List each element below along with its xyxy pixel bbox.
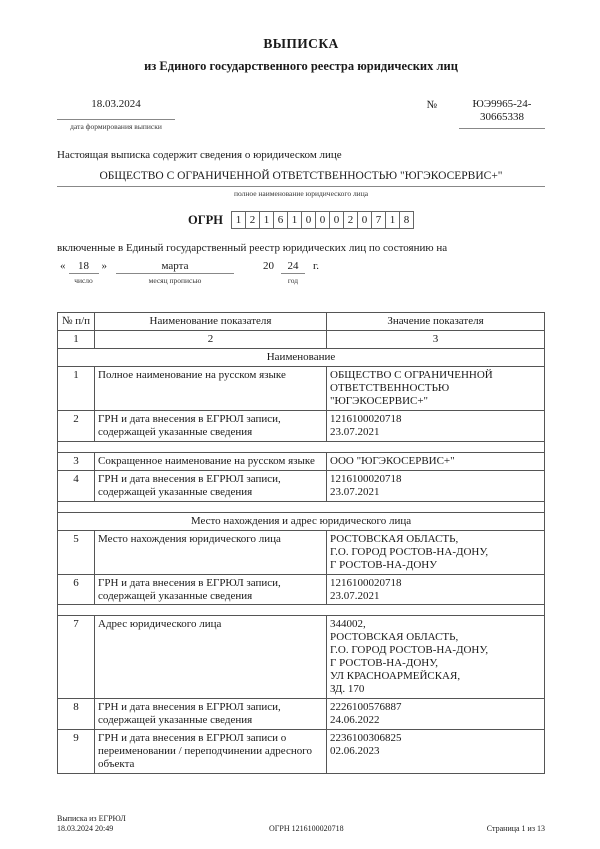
table-row (58, 530, 545, 574)
footer-doc-type: Выписка из ЕГРЮЛ (57, 814, 126, 824)
ogrn-digit: 1 (259, 211, 274, 229)
row-number: 8 (58, 699, 95, 730)
month-field (116, 260, 234, 285)
ogrn-digit: 2 (245, 211, 260, 229)
ogrn-digit: 2 (343, 211, 358, 229)
indicator-value (327, 470, 545, 501)
formation-date-caption: дата формирования выписки (70, 122, 162, 131)
ogrn-digit: 1 (385, 211, 400, 229)
number-sign: № (426, 99, 437, 111)
indicator-value (327, 730, 545, 774)
row-number: 9 (58, 730, 95, 774)
company-name: ОБЩЕСТВО С ОГРАНИЧЕННОЙ ОТВЕТСТВЕННОСТЬЮ "ЮГЭКОСЕРВИС+" (57, 170, 545, 187)
section-row (58, 512, 545, 530)
value-line: УЛ КРАСНОАРМЕЙСКАЯ, (330, 670, 461, 683)
indicator-value (327, 574, 545, 605)
footer-ogrn: ОГРН 1216100020718 (268, 824, 344, 834)
value-line: Г РОСТОВ-НА-ДОНУ (330, 558, 438, 571)
company-name-caption: полное наименование юридического лица (233, 189, 369, 198)
ogrn-digit: 0 (357, 211, 372, 229)
ogrn-digit: 0 (329, 211, 344, 229)
footer-page-number: Страница 1 из 13 (486, 824, 545, 834)
row-number: 7 (58, 616, 95, 699)
ogrn-digit: 7 (371, 211, 386, 229)
value-line: Г РОСТОВ-НА-ДОНУ, (330, 657, 438, 670)
table-row (58, 470, 545, 501)
spacer-cell (58, 605, 545, 616)
indicator-name: ГРН и дата внесения в ЕГРЮЛ записи, содержащей указанные сведения (95, 470, 327, 501)
table-header-row (58, 313, 545, 331)
indicator-name: Сокращенное наименование на русском языке (95, 452, 327, 470)
year-value: 24 (281, 260, 305, 274)
value-line: ОБЩЕСТВО С ОГРАНИЧЕННОЙ (330, 368, 493, 381)
date-in-words-row (57, 260, 545, 285)
meta-row (57, 98, 545, 131)
row-number: 6 (58, 574, 95, 605)
value-line: 2236100306825 (330, 732, 402, 745)
value-line: 1216100020718 (330, 412, 402, 425)
spacer-row (58, 501, 545, 512)
day-value: 18 (69, 260, 99, 274)
document-subtitle: из Единого государственного реестра юридических лиц (144, 59, 458, 73)
ogrn-digit: 1 (287, 211, 302, 229)
section-title: Место нахождения и адрес юридического лица (58, 512, 545, 530)
row-number: 2 (58, 410, 95, 441)
egrul-table-body (58, 348, 545, 773)
value-line: 2226100576887 (330, 701, 402, 714)
indicator-name: Полное наименование на русском языке (95, 366, 327, 410)
column-number: 2 (95, 330, 327, 348)
ogrn-digit: 0 (301, 211, 316, 229)
indicator-name: ГРН и дата внесения в ЕГРЮЛ записи о переименовании / переподчинении адресного объекта (95, 730, 327, 774)
open-quote: « (60, 260, 66, 272)
indicator-name: ГРН и дата внесения в ЕГРЮЛ записи, содержащей указанные сведения (95, 410, 327, 441)
indicator-name: Место нахождения юридического лица (95, 530, 327, 574)
value-line: 23.07.2021 (330, 485, 380, 498)
table-row (58, 410, 545, 441)
formation-date-block (57, 98, 175, 131)
ogrn-digit: 0 (315, 211, 330, 229)
value-line: Г.О. ГОРОД РОСТОВ-НА-ДОНУ, (330, 644, 489, 657)
column-number: 1 (58, 330, 95, 348)
value-line: "ЮГЭКОСЕРВИС+" (330, 394, 429, 407)
egrul-table (57, 312, 545, 774)
extract-number: ЮЭ9965-24-30665338 (459, 98, 545, 129)
value-line: Г.О. ГОРОД РОСТОВ-НА-ДОНУ, (330, 545, 489, 558)
value-line: 344002, (330, 618, 366, 631)
page-footer (57, 814, 545, 834)
footer-datetime: 18.03.2024 20:49 (57, 824, 114, 834)
value-line: 23.07.2021 (330, 425, 380, 438)
value-line: РОСТОВСКАЯ ОБЛАСТЬ, (330, 631, 459, 644)
indicator-value (327, 699, 545, 730)
month-value: марта (116, 260, 234, 274)
extract-number-block (459, 98, 545, 129)
table-row (58, 452, 545, 470)
formation-date: 18.03.2024 (57, 98, 175, 120)
indicator-value (327, 530, 545, 574)
indicator-name: Адрес юридического лица (95, 616, 327, 699)
year-field (281, 260, 305, 285)
indicator-value (327, 410, 545, 441)
included-line: включенные в Единый государственный реестр юридических лиц по состоянию на (57, 242, 448, 254)
indicator-name: ГРН и дата внесения в ЕГРЮЛ записи, содержащей указанные сведения (95, 574, 327, 605)
value-line: ООО "ЮГЭКОСЕРВИС+" (330, 454, 455, 467)
year-caption: год (287, 276, 299, 285)
table-row (58, 616, 545, 699)
value-line: ЗД. 170 (330, 683, 365, 696)
close-quote: » (101, 260, 107, 272)
value-line: 1216100020718 (330, 472, 402, 485)
value-line: РОСТОВСКАЯ ОБЛАСТЬ, (330, 532, 459, 545)
spacer-row (58, 605, 545, 616)
indicator-value (327, 366, 545, 410)
spacer-row (58, 441, 545, 452)
table-row (58, 730, 545, 774)
value-line: 23.07.2021 (330, 589, 380, 602)
ogrn-label: ОГРН (187, 212, 224, 227)
table-row (58, 366, 545, 410)
ogrn-digit: 8 (399, 211, 414, 229)
spacer-cell (58, 441, 545, 452)
extract-number-group (427, 98, 546, 131)
intro-line: Настоящая выписка содержит сведения о юридическом лице (57, 149, 342, 161)
value-line: 24.06.2022 (330, 714, 380, 727)
spacer-cell (58, 501, 545, 512)
row-number: 4 (58, 470, 95, 501)
row-number: 3 (58, 452, 95, 470)
ogrn-digit: 1 (231, 211, 246, 229)
section-title: Наименование (58, 348, 545, 366)
value-line: ОТВЕТСТВЕННОСТЬЮ (330, 381, 450, 394)
indicator-value (327, 452, 545, 470)
indicator-name: ГРН и дата внесения в ЕГРЮЛ записи, содержащей указанные сведения (95, 699, 327, 730)
table-row (58, 574, 545, 605)
ogrn-digit-boxes (231, 211, 414, 229)
footer-left (57, 814, 126, 834)
column-numbers-row (58, 330, 545, 348)
value-line: 02.06.2023 (330, 745, 380, 758)
section-row (58, 348, 545, 366)
table-row (58, 699, 545, 730)
century-value: 20 (263, 260, 274, 272)
ogrn-digit: 6 (273, 211, 288, 229)
header-cell-value: Значение показателя (327, 313, 545, 331)
value-line: 1216100020718 (330, 576, 402, 589)
header-cell-num: № п/п (58, 313, 95, 331)
ogrn-row (57, 211, 545, 229)
day-field (69, 260, 99, 285)
document-title: ВЫПИСКА (263, 36, 339, 51)
year-suffix: г. (313, 260, 320, 272)
row-number: 1 (58, 366, 95, 410)
month-caption: месяц прописью (148, 276, 202, 285)
row-number: 5 (58, 530, 95, 574)
day-caption: число (74, 276, 93, 285)
header-cell-name: Наименование показателя (95, 313, 327, 331)
column-number: 3 (327, 330, 545, 348)
indicator-value (327, 616, 545, 699)
